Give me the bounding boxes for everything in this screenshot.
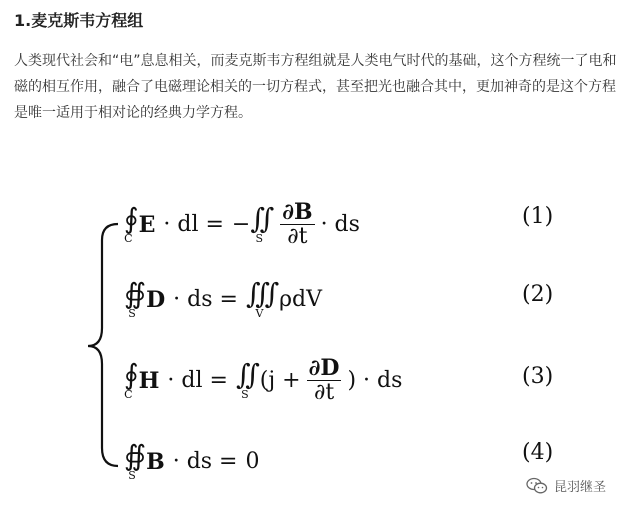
equation-number-4: (4) bbox=[522, 440, 554, 465]
rhs-tail: ) · ds bbox=[347, 368, 403, 393]
equation-3 bbox=[124, 356, 402, 405]
field-symbol: H bbox=[138, 367, 160, 394]
wechat-icon bbox=[526, 477, 548, 495]
equation-1 bbox=[124, 200, 360, 249]
field-symbol: D bbox=[146, 286, 166, 313]
equation-number-1: (1) bbox=[522, 204, 554, 229]
rhs-prefix: (j + bbox=[259, 368, 301, 393]
partial-derivative-fraction: $\frac{\partial D}{\partial t}$ bbox=[308, 355, 340, 405]
surface-integral-symbol: ∬ S bbox=[250, 202, 269, 245]
equation-number-3: (3) bbox=[522, 364, 554, 389]
surface-integral-symbol: ∬ S bbox=[235, 358, 254, 401]
rhs-tail: 0 bbox=[245, 449, 260, 474]
lhs-differential: · dl = bbox=[167, 368, 228, 393]
watermark-text: 昆羽继圣 bbox=[554, 480, 607, 495]
equation-4 bbox=[124, 439, 260, 482]
partial-derivative-fraction: $\frac{\partial B}{\partial t}$ bbox=[282, 199, 313, 249]
closed-surface-integral-symbol: ∯ S bbox=[124, 439, 141, 482]
lhs-differential: · ds = bbox=[172, 449, 238, 474]
closed-surface-integral-symbol: ∯ S bbox=[124, 277, 141, 320]
equation-number-2: (2) bbox=[522, 282, 554, 307]
contour-integral-symbol: ∮ C bbox=[124, 358, 133, 401]
field-symbol: B bbox=[146, 448, 165, 475]
equation-2 bbox=[124, 277, 322, 320]
volume-integral-symbol: ∭ V bbox=[245, 277, 274, 320]
sign: − bbox=[231, 212, 251, 237]
field-symbol: E bbox=[138, 211, 156, 238]
lhs-differential: · dl = bbox=[163, 212, 224, 237]
rhs-tail: ρdV bbox=[279, 287, 322, 312]
left-brace bbox=[0, 180, 120, 512]
contour-integral-symbol: ∮ C bbox=[124, 202, 133, 245]
maxwell-equations bbox=[0, 180, 640, 512]
account-watermark bbox=[526, 476, 606, 495]
rhs-tail: · ds bbox=[320, 212, 360, 237]
lhs-differential: · ds = bbox=[173, 287, 238, 312]
section-title: 1.麦克斯韦方程组 bbox=[14, 11, 144, 30]
intro-paragraph: 人类现代社会和“电”息息相关，而麦克斯韦方程组就是人类电气时代的基础，这个方程统一了电和磁的相互作用，融合了电磁理论相关的一切方程式，甚至把光也融合其中，更加神奇的是这个方程是唯一适用于相对论的经典力学方程。 bbox=[14, 53, 617, 121]
